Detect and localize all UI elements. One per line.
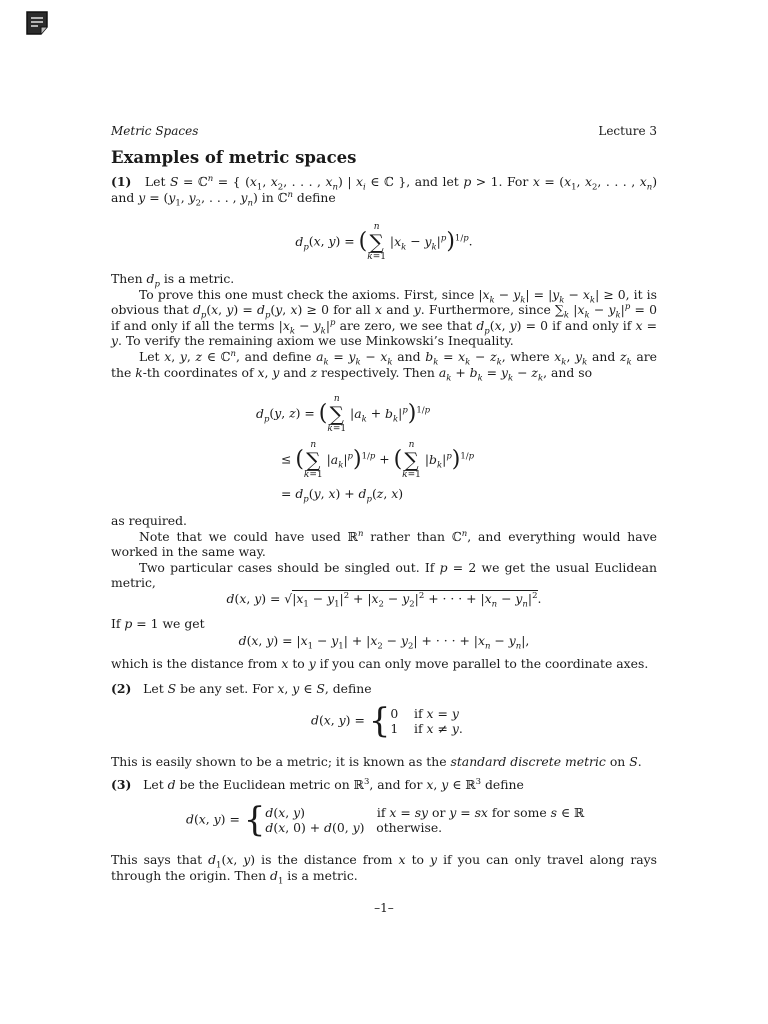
ray-metric-note: This says that $d_1(x$, y) is the distance from x to y if you can only travel along rays through the origin. Then $d_1$ is a metric. bbox=[111, 852, 657, 887]
page-number: –1– bbox=[374, 901, 394, 915]
taxicab-note: which is the distance from x to y if you can only move parallel to the coordinate axes. bbox=[111, 656, 649, 671]
equation-discrete-metric: d(x, y) = {0 if x = y 1 if x ≠ y. bbox=[311, 701, 463, 741]
as-required-text: as required. bbox=[111, 513, 187, 528]
equation-euclidean: d(x, $y) = √|x_1 - y_1|^2 + |x_2 - y_2|^2$ + · · · + $|x_n - y_n|^2$. bbox=[226, 590, 542, 610]
equation-dp-definition: $d_p(x$, y) = (n ∑ k=1 $|x_k - y_k|^p)^{1/p}$. bbox=[295, 222, 473, 262]
equation-taxicab: d(x, $y) = |x_1 - y_1| + |x_2 - y_2|$ + · · · + $|x_n - y_n|$, bbox=[238, 633, 530, 652]
proof-paragraph-2: as required. Note that we could have used ℝ$^n$ rather than ℂ$^n$, and everything would have worked in the same way. Two particular cases should be singled out. If p = 2 we get the usual Euclidean metric, bbox=[111, 513, 657, 591]
equation-ray-metric: d(x, y) = {d(x, y) if x = sy or y = sx for some s ∈ ℝ d(x, 0) + d(0, y) otherwise. bbox=[186, 800, 585, 840]
proof-paragraph-1: Then $d_p$ is a metric. To prove this one must check the axioms. First, since $|x_k - y_k| = |y_k - x_k| \ge 0$, it is obvious that $d_p(x$, $y) = d_p(y$, x) ≥ 0 for all x and y. Furthermore, since $\sum_k$ $|x_k - y_k|^p = 0$ if and only if all the terms $|x_k - y_k|^p$ are zero, we see that $d_p(x$, y) = 0 if and only if x = y. To verify the remaining axiom we use Minkowski’s Inequality. Let x, y, z ∈ ℂ$^n$, and define $a_k = y_k - x_k$ and $b_k = x_k - z_k$, where $x_k$, $y_k$ and $z_k$ are the k-th coordinates of x, y and z respectively. Then $a_k + b_k = y_k - z_k$, and so bbox=[111, 271, 657, 384]
running-header-right: Lecture 3 bbox=[598, 124, 657, 138]
p1-intro: If p = 1 we get bbox=[111, 616, 205, 631]
example-1-intro: (1) Let S = ℂ$^n$ = { ($x_1$, $x_2$, . . . , $x_n$) | $x_i$ ∈ ℂ }, and let p > 1. For $x = (x_1$, $x_2$, . . . , $x_n$) and $y = (y_1$, $y_2$, . . . , $y_n$) in ℂ$^n$ define bbox=[111, 173, 658, 209]
example-2-intro: (2) Let S be any set. For x, y ∈ S, define bbox=[111, 681, 372, 696]
running-header-left: Metric Spaces bbox=[111, 124, 199, 138]
example-3-intro: (3) Let d be the Euclidean metric on ℝ$^3$, and for x, y ∈ ℝ$^3$ define bbox=[111, 776, 524, 792]
section-title: Examples of metric spaces bbox=[111, 148, 357, 167]
discrete-metric-note: This is easily shown to be a metric; it is known as the standard discrete metric on S. bbox=[111, 754, 642, 769]
document-icon bbox=[26, 11, 48, 35]
